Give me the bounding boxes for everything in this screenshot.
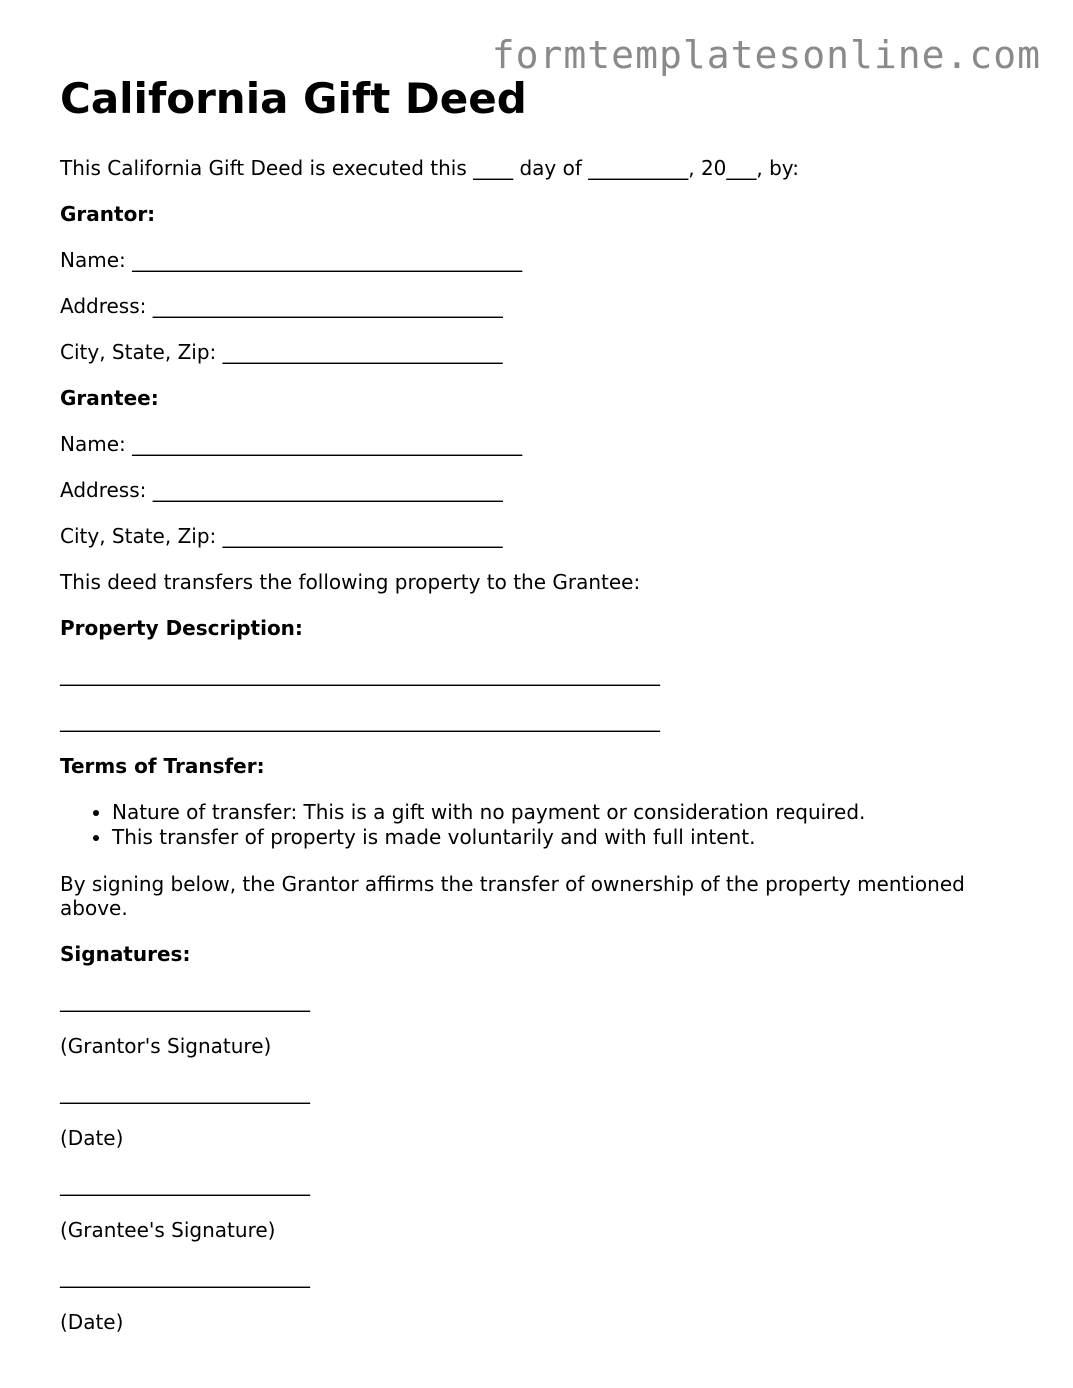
grantee-heading: Grantee:: [60, 386, 159, 410]
property-line-2[interactable]: ____________________________________________________________: [60, 708, 660, 732]
property-line-1[interactable]: ____________________________________________________________: [60, 662, 660, 686]
terms-heading: Terms of Transfer:: [60, 754, 265, 778]
grantor-date-line[interactable]: _________________________: [60, 1080, 310, 1104]
grantee-signature-line[interactable]: _________________________: [60, 1172, 310, 1196]
grantee-date-label: (Date): [60, 1310, 124, 1334]
grantor-signature-line[interactable]: _________________________: [60, 988, 310, 1012]
affirmation-text: By signing below, the Grantor affirms the transfer of ownership of the property mentioned above.: [60, 872, 965, 920]
intro-text: This California Gift Deed is executed this ____ day of __________, 20___, by:: [60, 156, 799, 180]
grantee-address-field[interactable]: Address: ___________________________________: [60, 478, 503, 502]
grantor-date-label: (Date): [60, 1126, 124, 1150]
grantor-city-field[interactable]: City, State, Zip: ____________________________: [60, 340, 503, 364]
grantee-name-field[interactable]: Name: _______________________________________: [60, 432, 523, 456]
terms-item-1: • Nature of transfer: This is a gift with no payment or consideration required.: [112, 800, 865, 825]
property-heading: Property Description:: [60, 616, 303, 640]
page-title: California Gift Deed: [60, 74, 527, 123]
grantor-address-field[interactable]: Address: ___________________________________: [60, 294, 503, 318]
grantor-heading: Grantor:: [60, 202, 156, 226]
watermark: formtemplatesonline.com: [491, 33, 1041, 77]
terms-item-2: • This transfer of property is made voluntarily and with full intent.: [112, 825, 865, 850]
signatures-heading: Signatures:: [60, 942, 191, 966]
grantee-date-line[interactable]: _________________________: [60, 1264, 310, 1288]
grantor-signature-label: (Grantor's Signature): [60, 1034, 272, 1058]
grantee-signature-label: (Grantee's Signature): [60, 1218, 276, 1242]
transfer-statement: This deed transfers the following property to the Grantee:: [60, 570, 641, 594]
terms-list: [60, 800, 865, 850]
grantee-city-field[interactable]: City, State, Zip: ____________________________: [60, 524, 503, 548]
grantor-name-field[interactable]: Name: _______________________________________: [60, 248, 523, 272]
